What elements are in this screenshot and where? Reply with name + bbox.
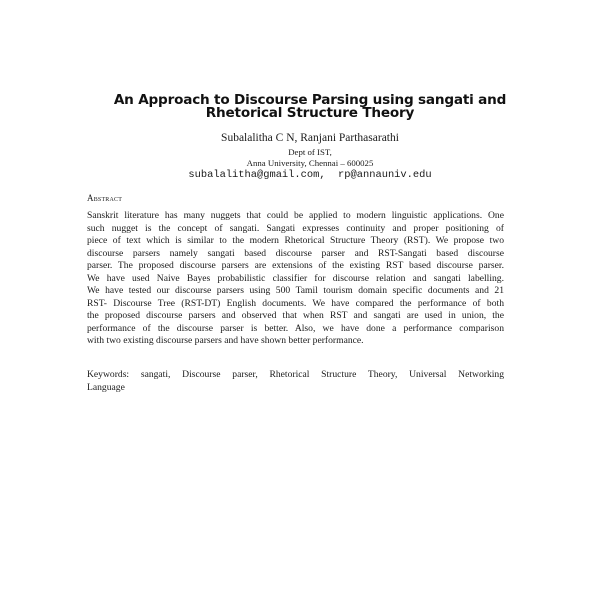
author-names: Subalalitha C N, Ranjani Parthasarathi	[221, 132, 399, 144]
abstract-line: parser. The proposed discourse parsers are extensions of the existing RST based discourse parser.	[87, 260, 504, 271]
abstract-line: piece of text which is similar to the modern Rhetorical Structure Theory (RST). We propose two	[87, 235, 504, 246]
paper-title	[70, 94, 550, 120]
abstract-line: RST- Discourse Tree (RST-DT) English documents. We have compared the performance of both	[87, 297, 504, 309]
abstract-heading: Abstract	[87, 193, 123, 203]
title-line-1: An Approach to Discourse Parsing using sangati and	[113, 92, 507, 108]
abstract-body	[87, 210, 504, 348]
keywords-line: Language	[87, 381, 125, 393]
abstract-line: We have used Naive Bayes probabilistic classifier for discourse relation and sangati labelling.	[87, 272, 504, 284]
keywords-line: Keywords: sangati, Discourse parser, Rhetorical Structure Theory, Universal Networking	[87, 369, 504, 380]
affiliation-line-2: Anna University, Chennai – 600025	[246, 158, 374, 168]
abstract-line: We have tested our discourse parsers using 500 Tamil tourism domain specific documents and 21	[87, 285, 504, 296]
title-line-2: Rhetorical Structure Theory	[205, 105, 415, 121]
affiliation-line-1: Dept of IST,	[288, 147, 332, 157]
abstract-line: the proposed discourse parsers and observed that when RST and sangati are used in union, the	[87, 310, 504, 321]
affiliation	[60, 147, 560, 169]
abstract-line: with two existing discourse parsers and have shown better performance.	[87, 335, 364, 346]
author-emails: subalalitha@gmail.com, rp@annauniv.edu	[188, 169, 432, 181]
abstract-line: such nugget is the concept of sangati. Sangati expresses continuity and proper positioning of	[87, 222, 504, 234]
keywords	[87, 369, 504, 394]
abstract-line: performance of the discourse parser is better. Also, we have done a performance comparison	[87, 322, 504, 334]
abstract-line: Sanskrit literature has many nuggets that could be applied to modern linguistic applications. One	[87, 210, 504, 221]
abstract-line: discourse parsers namely sangati based discourse parser and RST-Sangati based discourse	[87, 247, 504, 259]
